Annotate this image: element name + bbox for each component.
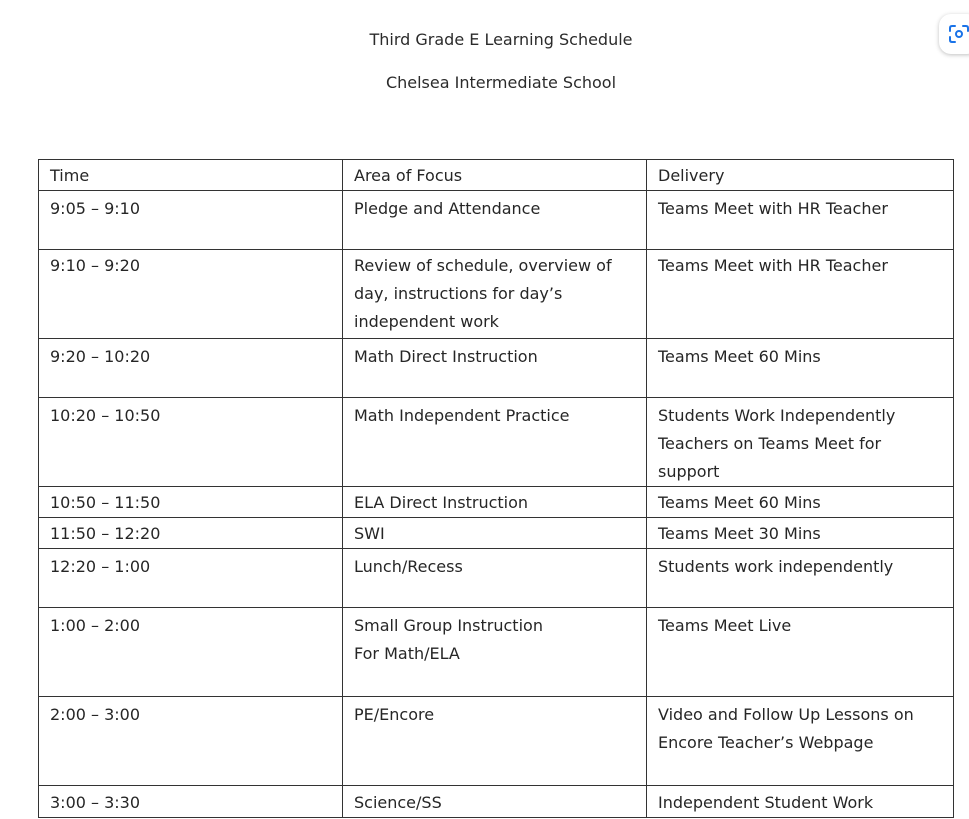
focus-cell: SWI [343, 518, 647, 549]
delivery-cell: Students work independently [647, 549, 954, 608]
header-area-of-focus: Area of Focus [343, 160, 647, 191]
time-cell: 2:00 – 3:00 [39, 697, 343, 786]
focus-cell: Small Group Instruction For Math/ELA [343, 608, 647, 697]
focus-cell: Math Direct Instruction [343, 339, 647, 398]
delivery-cell: Teams Meet with HR Teacher [647, 250, 954, 339]
time-cell: 10:50 – 11:50 [39, 487, 343, 518]
time-cell: 9:20 – 10:20 [39, 339, 343, 398]
delivery-cell: Video and Follow Up Lessons on Encore Teacher’s Webpage [647, 697, 954, 786]
focus-cell: Review of schedule, overview of day, instructions for day’s independent work [343, 250, 647, 339]
delivery-cell: Teams Meet with HR Teacher [647, 191, 954, 250]
focus-cell: PE/Encore [343, 697, 647, 786]
table-row [39, 786, 954, 818]
delivery-cell: Students Work Independently Teachers on Teams Meet for support [647, 398, 954, 487]
time-cell: 9:05 – 9:10 [39, 191, 343, 250]
time-cell: 12:20 – 1:00 [39, 549, 343, 608]
lens-search-button[interactable] [939, 14, 969, 54]
google-lens-icon [948, 24, 969, 44]
focus-cell: Lunch/Recess [343, 549, 647, 608]
table-row [39, 518, 954, 549]
table-header-row [39, 160, 954, 191]
focus-cell: Pledge and Attendance [343, 191, 647, 250]
delivery-cell: Teams Meet Live [647, 608, 954, 697]
table-row [39, 191, 954, 250]
delivery-cell: Independent Student Work [647, 786, 954, 818]
time-cell: 3:00 – 3:30 [39, 786, 343, 818]
focus-cell: Science/SS [343, 786, 647, 818]
table-row [39, 250, 954, 339]
delivery-cell: Teams Meet 60 Mins [647, 487, 954, 518]
table-row [39, 608, 954, 697]
time-cell: 10:20 – 10:50 [39, 398, 343, 487]
header-delivery: Delivery [647, 160, 954, 191]
header-time: Time [39, 160, 343, 191]
table-row [39, 697, 954, 786]
time-cell: 11:50 – 12:20 [39, 518, 343, 549]
focus-cell: ELA Direct Instruction [343, 487, 647, 518]
document-title: Third Grade E Learning Schedule [369, 30, 633, 49]
table-row [39, 339, 954, 398]
time-cell: 1:00 – 2:00 [39, 608, 343, 697]
table-row [39, 549, 954, 608]
table-row [39, 398, 954, 487]
table-row [39, 487, 954, 518]
schedule-table [38, 159, 954, 818]
focus-cell: Math Independent Practice [343, 398, 647, 487]
delivery-cell: Teams Meet 30 Mins [647, 518, 954, 549]
school-name: Chelsea Intermediate School [385, 73, 617, 92]
delivery-cell: Teams Meet 60 Mins [647, 339, 954, 398]
time-cell: 9:10 – 9:20 [39, 250, 343, 339]
